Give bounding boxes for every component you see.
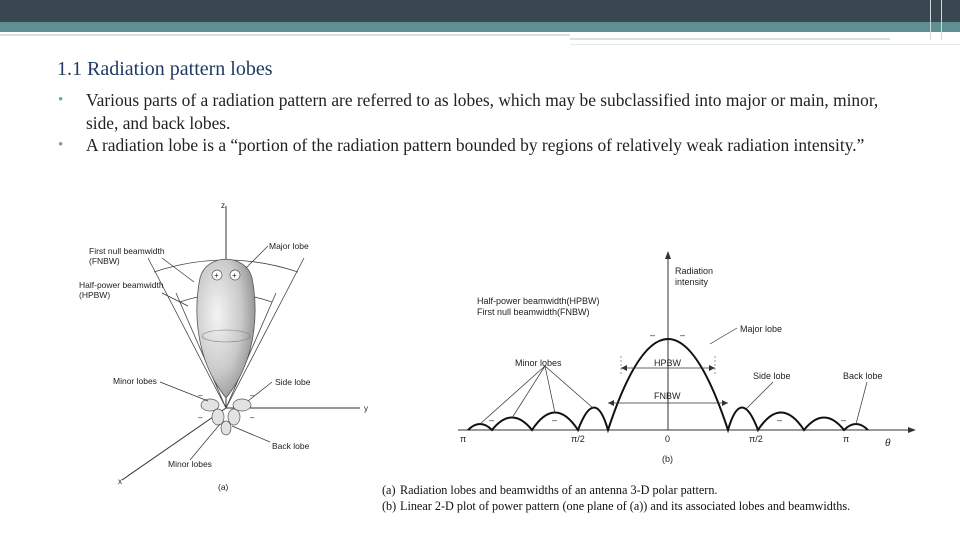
x-axis [122,408,226,480]
minus-sign: – [680,330,686,340]
polar-pattern-figure [70,198,380,493]
x-axis-label: x [118,477,122,486]
figure-caption [382,482,850,514]
leader-line [512,366,545,418]
plus-sign: + [214,271,219,280]
y-axis-label: Radiation [675,266,714,276]
minus-sign: – [650,330,656,340]
tick-label: π/2 [749,434,763,444]
header-rule [0,34,570,36]
minus-sign: – [841,415,847,425]
leader-line [232,426,270,442]
side-lobe-label: Side lobe [753,371,791,381]
back-lobe-label: Back lobe [272,441,310,451]
minor-lobe-shape [228,409,240,425]
caption-text: Linear 2-D plot of power pattern (one plane of (a)) and its associated lobes and beamwidths. [400,499,851,513]
minor-lobe-shape [212,409,224,425]
minus-sign: – [777,415,783,425]
fnbw-label: (FNBW) [89,256,120,266]
minor-lobes-label: Minor lobes [113,376,157,386]
tick-label: π [460,434,467,444]
major-lobe-label: Major lobe [740,324,783,334]
minus-sign: – [552,415,558,425]
theta-label: θ [885,438,891,449]
minus-sign: – [489,415,495,425]
bullet-item: • A radiation lobe is a “portion of the radiation pattern bounded by regions of relatively weak radiation intensity.” [58,134,908,157]
leader-line [856,382,867,424]
figure-b-sublabel: (b) [662,454,673,464]
caption-line-b [382,498,850,514]
hpbw-mark: HPBW [654,358,681,368]
tick-label: π [843,434,850,444]
header-rule [570,38,890,40]
axis-arrow [908,427,916,433]
caption-line-a [382,482,850,498]
minor-lobes-label: Minor lobes [168,459,212,469]
leader-line [246,246,268,268]
caption-text: Radiation lobes and beamwidths of an antenna 3-D polar pattern. [400,483,718,497]
y-axis-label: intensity [675,277,709,287]
leader-line [545,366,593,408]
linear-pattern-figure [455,248,930,468]
hpbw-label: Half-power beamwidth [79,280,164,290]
back-lobe-label: Back lobe [843,371,883,381]
header-accent-band [0,22,960,32]
minus-sign: – [250,413,255,422]
minus-sign: – [198,413,203,422]
side-lobe-label: Side lobe [275,377,311,387]
arrow-head [621,365,627,371]
tick-label: 0 [665,434,671,444]
leader-line [162,293,188,306]
back-lobe-shape [221,421,231,435]
hpbw-label: (HPBW) [79,290,111,300]
caption-tag: (a) [382,483,396,497]
bullet-item: • Various parts of a radiation pattern are referred to as lobes, which may be subclassified into major or main, minor, side, and back lobes. [58,89,908,134]
slide-title: 1.1 Radiation pattern lobes [57,58,273,80]
bullet-list [58,89,908,157]
y-axis-label: y [364,404,368,413]
header-rule [570,44,960,45]
header-band [0,0,960,22]
arrow-head [608,400,614,406]
leader-line [745,382,773,410]
z-axis-label: z [221,201,225,210]
fnbw-legend: First null beamwidth(FNBW) [477,307,590,317]
tick-label: π/2 [571,434,585,444]
minus-sign: – [198,391,203,400]
fnbw-label: First null beamwidth [89,246,165,256]
leader-line [710,328,737,344]
plus-sign: + [232,271,237,280]
major-lobe-label: Major lobe [269,241,309,251]
minus-sign: – [250,391,255,400]
arrow-head [709,365,715,371]
major-lobe-shape [197,259,255,398]
hpbw-legend: Half-power beamwidth(HPBW) [477,296,600,306]
leader-line [162,258,194,282]
header-edge-decoration [930,0,960,40]
fnbw-mark: FNBW [654,391,681,401]
arrow-head [722,400,728,406]
figure-a-sublabel: (a) [218,482,229,492]
caption-tag: (b) [382,499,397,513]
axis-arrow [665,251,671,259]
minor-lobes-label: Minor lobes [515,358,562,368]
